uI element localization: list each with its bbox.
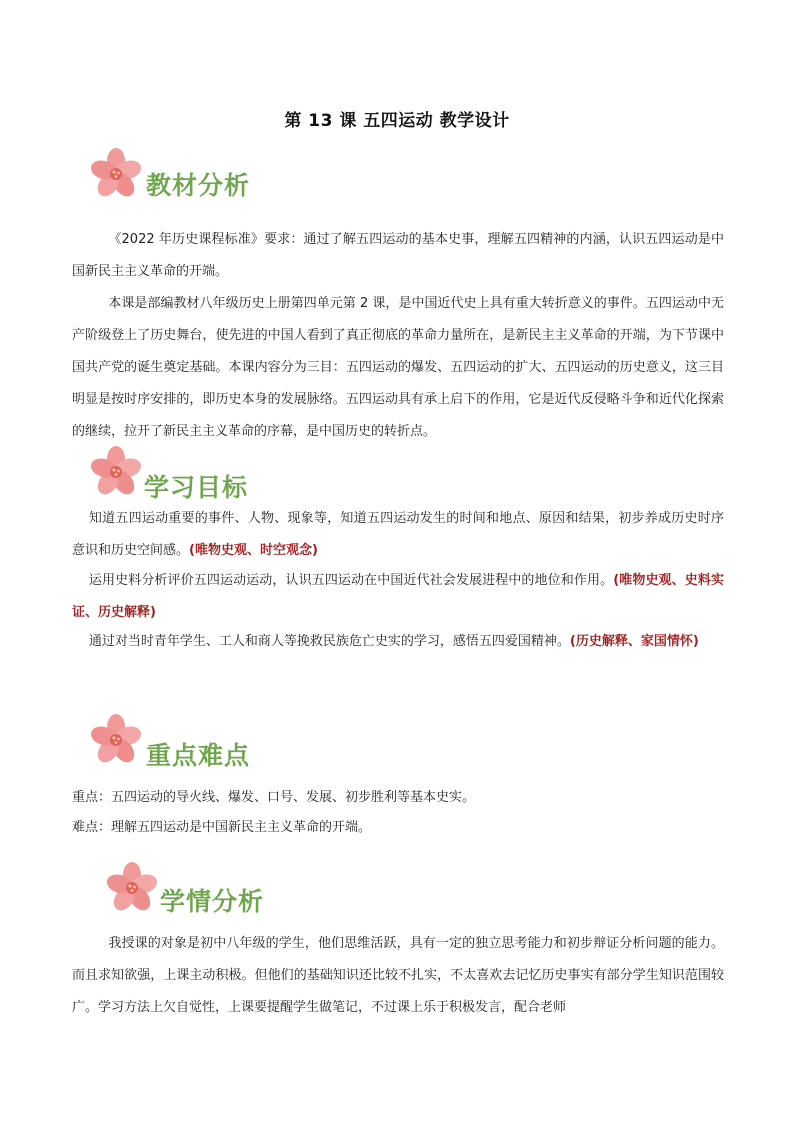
- section-heading-learner-analysis: [104, 860, 304, 920]
- section-heading-label: 学情分析: [160, 887, 265, 916]
- competency-tag: (唯物史观、史料实证、历史解释): [72, 573, 724, 620]
- flower-icon: [88, 712, 144, 768]
- section-heading-label: 教材分析: [146, 171, 251, 200]
- section-heading-label: 重点难点: [146, 741, 251, 770]
- paragraph-learner-analysis: 我授课的对象是初中八年级的学生，他们思维活跃，具有一定的独立思考能力和初步辩证分析问题的能力。而且求知欲强，上课主动积极。但他们的基础知识还比较不扎实，不太喜欢去记忆历史事实有部分学生知识范围较广。学习方法上欠自觉性，上课要提醒学生做笔记，不过课上乐于积极发言，配合老师: [72, 936, 724, 1015]
- flower-icon: [88, 444, 144, 500]
- flower-icon: [104, 860, 160, 916]
- section-heading-label: 学习目标: [144, 473, 249, 502]
- learning-goal-item: 运用史料分析评价五四运动运动，认识五四运动在中国近代社会发展进程中的地位和作用。(唯物史观、史料实证、历史解释): [72, 573, 724, 620]
- flower-icon: [88, 146, 144, 202]
- competency-tag: (唯物史观、时空观念): [189, 543, 318, 558]
- learning-goal-item: 通过对当时青年学生、工人和商人等挽救民族危亡史实的学习，感悟五四爱国精神。(历史解释、家国情怀): [88, 634, 699, 649]
- section-heading-key-points: [88, 712, 288, 772]
- page-title: 第 13 课 五四运动 教学设计: [284, 111, 510, 131]
- difficult-point-text: 难点：理解五四运动是中国新民主主义革命的开端。: [72, 820, 372, 835]
- competency-tag: (历史解释、家国情怀): [569, 634, 699, 649]
- section-heading-textbook-analysis: [88, 146, 288, 206]
- paragraph-lesson-overview: 本课是部编教材八年级历史上册第四单元第 2 课，是中国近代史上具有重大转折意义的事件。五四运动中无产阶级登上了历史舞台，使先进的中国人看到了真正彻底的革命力量所在，是新民主主义革命的开端，为下节课中国共产党的诞生奠定基础。本课内容分为三目：五四运动的爆发、五四运动的扩大、五四运动的历史意义，这三目明显是按时序安排的，即历史本身的发展脉络。五四运动具有承上启下的作用，它是近代反侵略斗争和近代化探索的继续，拉开了新民主主义革命的序幕，是中国历史的转折点。: [72, 296, 724, 439]
- key-point-text: 重点：五四运动的导火线、爆发、口号、发展、初步胜利等基本史实。: [72, 790, 476, 805]
- section-heading-learning-goals: [88, 444, 288, 504]
- paragraph-curriculum-standard: 《2022 年历史课程标准》要求：通过了解五四运动的基本史事，理解五四精神的内涵，认识五四运动是中国新民主主义革命的开端。: [72, 232, 724, 279]
- learning-goal-item: 知道五四运动重要的事件、人物、现象等，知道五四运动发生的时间和地点、原因和结果，初步养成历史时序意识和历史空间感。(唯物史观、时空观念): [72, 511, 724, 558]
